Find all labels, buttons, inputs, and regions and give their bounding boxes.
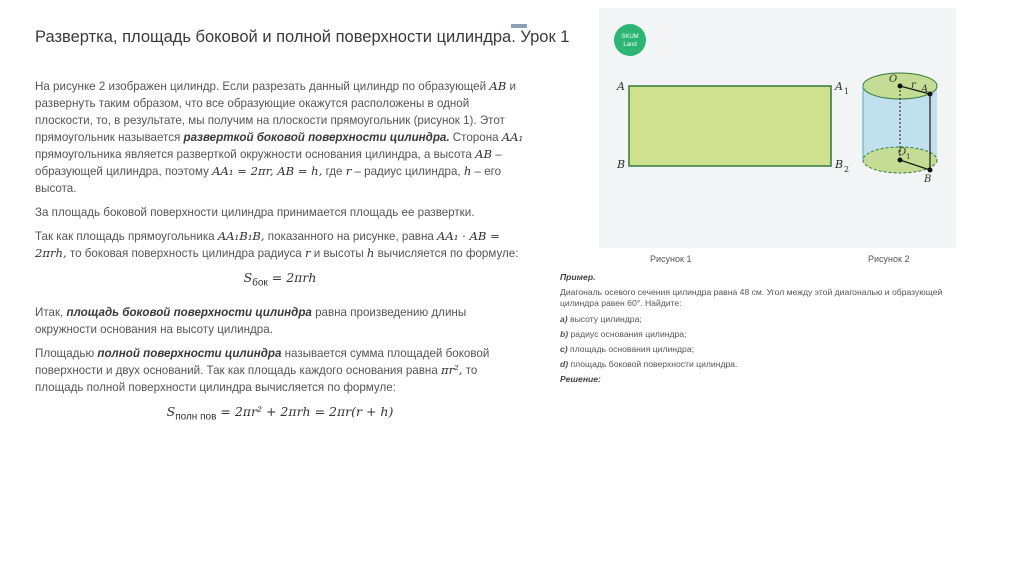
logo-text-2: Land bbox=[623, 42, 637, 48]
label-a1-sub: 1 bbox=[844, 87, 850, 96]
figure-svg bbox=[599, 8, 956, 248]
label-cyl-o1: O bbox=[898, 147, 907, 158]
logo-icon bbox=[614, 24, 646, 56]
example-item-c: c) площадь основания цилиндра; bbox=[560, 344, 694, 354]
figure-panel bbox=[599, 8, 956, 248]
example-text: Диагональ осевого сечения цилиндра равна 48 см. Угол между этой диагональю и образующей цилиндра равен 60°. Найдите: bbox=[560, 287, 943, 308]
paragraph-3: Так как площадь прямоугольника AA₁B₁B, показанного на рисунке, равна AA₁ · AB = 2πrh, то боковая поверхность цилиндра радиуса r и высоты h вычисляется по формуле: bbox=[35, 229, 519, 260]
development-rectangle bbox=[629, 86, 831, 166]
label-cyl-r: r bbox=[911, 80, 916, 91]
paragraph-2: За площадь боковой поверхности цилиндра принимается площадь ее развертки. bbox=[35, 206, 475, 219]
page-title: Развертка, площадь боковой и полной поверхности цилиндра. Урок 1 bbox=[35, 28, 570, 46]
label-cyl-o1-sub: 1 bbox=[906, 153, 911, 161]
formula-total-area: $S_{полн пов} = 2\pi r^2 + 2\pi rh = 2\pi r(r + h)$ bbox=[166, 403, 394, 422]
example-item-d: d) площадь боковой поверхности цилиндра. bbox=[560, 359, 738, 369]
center-o1 bbox=[898, 158, 903, 163]
example-item-b: b) радиус основания цилиндра; bbox=[560, 329, 687, 339]
paragraph-4: Итак, площадь боковой поверхности цилиндра равна произведению длины окружности основания на высоту цилиндра. bbox=[35, 305, 467, 336]
point-a bbox=[928, 92, 933, 97]
label-b1: B bbox=[835, 158, 844, 171]
center-o bbox=[898, 84, 903, 89]
label-b1-sub: 2 bbox=[844, 165, 850, 174]
paragraph-5: Площадью полной поверхности цилиндра называется сумма площадей боковой поверхности и двух оснований. Так как площадь каждого основания равна πr², то площадь полной поверхности цилиндра вычисляется по формуле: bbox=[35, 346, 490, 394]
label-a: A bbox=[617, 80, 625, 93]
example-solution: Решение: bbox=[560, 374, 601, 384]
label-cyl-b: B bbox=[924, 174, 932, 185]
label-cyl-a: A bbox=[921, 84, 929, 95]
theory-text bbox=[35, 78, 525, 437]
point-b bbox=[928, 168, 933, 173]
formula-lateral-area: $S_{бок} = 2\pi rh$ bbox=[243, 270, 317, 289]
corner-marker bbox=[511, 24, 527, 28]
example-item-a: a) высоту цилиндра; bbox=[560, 314, 642, 324]
caption-figure-1: Рисунок 1 bbox=[650, 254, 692, 264]
label-cyl-o: O bbox=[889, 74, 898, 85]
example-block bbox=[560, 270, 980, 387]
logo-text-1: SKUM bbox=[621, 34, 639, 40]
paragraph-1: На рисунке 2 изображен цилиндр. Если разрезать данный цилиндр по образующей AB и развернуть таким образом, что все образующие окажутся расположены в одной плоскости, то, в результате, мы получим на плоскости прямоугольник (рисунок 1). Этот прямоугольник называется разверткой боковой поверхности цилиндра. Сторона AA₁ прямоугольника является разверткой окружности основания цилиндра, а высота AB – образующей цилиндра, поэтому AA₁ = 2πr, AB = h, где r – радиус цилиндра, h – его высота. bbox=[35, 79, 524, 195]
caption-figure-2: Рисунок 2 bbox=[868, 254, 910, 264]
label-a1: A bbox=[835, 80, 843, 93]
label-b: B bbox=[617, 158, 626, 171]
example-header: Пример. bbox=[560, 272, 596, 282]
